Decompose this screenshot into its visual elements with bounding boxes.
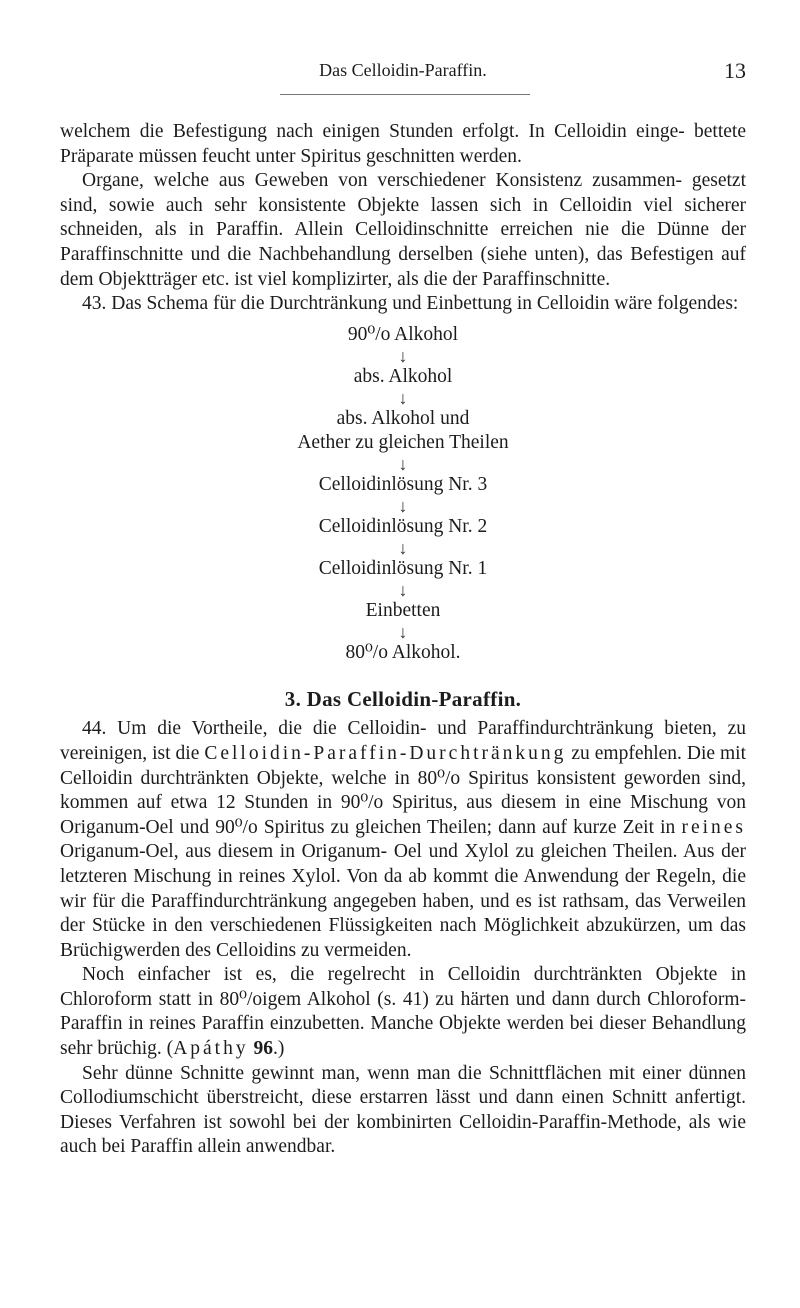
text-run: .) — [272, 1038, 285, 1060]
paragraph-44 — [60, 717, 746, 963]
author-name: Apáthy — [173, 1038, 249, 1060]
down-arrow-icon: ↓ — [398, 495, 408, 516]
text-run: zu empfehlen. Die mit Celloidin durchtränkten Objekte, welche in 80⁰/o Spiritus konsistent geworden sind, kommen auf etwa 12 Stunden in 90⁰/o Spiritus, aus diesem in eine Mischung von Origanum-Oel und 90⁰/o Spiritus zu gleichen Theilen; dann auf kurze Zeit in — [60, 742, 747, 838]
scheme-step: 80⁰/o Alkohol. — [345, 641, 461, 663]
text-run: 44. Um die Vortheile, die die Celloidin- und Paraffindurchtränkung bieten, zu vereinigen, ist die — [60, 718, 746, 764]
paragraph-organe: Organe, welche aus Geweben von verschiedener Konsistenz zusammen- gesetzt sind, sowie auch sehr konsistente Objekte lassen sich in Celloidin viel sicherer schneiden, als in Paraffin. Allein Celloidinschnitte erreichen nie die Dünne der Paraffinschnitte und die Nachbehandlung derselben (siehe unten), das Befestigen auf dem Objektträger etc. ist viel komplizirter, als die der Paraffinschnitte. — [60, 170, 746, 290]
emphasis-spaced: reines — [681, 816, 747, 838]
text-run: Noch einfacher ist es, die regelrecht in Celloidin durchtränkten Objekte in Chloroform statt in 80⁰/oigem Alkohol (s. 41) zu härten und dann durch Chloroform-Paraffin in reines Paraffin einzubetten. Manche Objekte werden bei dieser Behandlung sehr brüchig. ( — [60, 964, 746, 1060]
reference-number: 96 — [253, 1038, 273, 1060]
down-arrow-icon: ↓ — [398, 537, 408, 558]
scheme-step: Einbetten — [365, 599, 441, 621]
running-head: Das Celloidin-Paraffin. — [319, 60, 487, 80]
text-run: Origanum-Oel, aus diesem in Origanum- Oel und Xylol zu gleichen Theilen. Aus der letzteren Mischung in reines Xylol. Von da ab kommt die Anwendung der Regeln, die wir für die Paraffindurchtränkung angegeben haben, und es ist rathsam, das Verweilen der Stücke in den verschiedenen Flüssigkeiten nach Möglichkeit abzukürzen, um das Brüchigwerden des Celloidins zu vermeiden. — [60, 841, 746, 961]
paragraph-thin-sections: Sehr dünne Schnitte gewinnt man, wenn man die Schnittflächen mit einer dünnen Collodiumschicht überstreicht, diese erstarren lässt und dann einen Schnitt anfertigt. Dieses Verfahren ist sowohl bei der kombinirten Celloidin-Paraffin-Methode, als wie auch bei Paraffin allein anwendbar. — [60, 1062, 746, 1158]
down-arrow-icon: ↓ — [398, 345, 408, 366]
paragraph-chloroform — [60, 963, 746, 1061]
down-arrow-icon: ↓ — [398, 579, 408, 600]
scheme-step: Celloidinlösung Nr. 1 — [318, 557, 488, 579]
page-header — [60, 60, 746, 100]
page-number: 13 — [724, 58, 746, 83]
header-rule — [280, 94, 530, 95]
down-arrow-icon: ↓ — [398, 387, 408, 408]
down-arrow-icon: ↓ — [398, 621, 408, 642]
scheme-step: Celloidinlösung Nr. 2 — [318, 515, 488, 537]
scheme-step: 90⁰/o Alkohol — [347, 323, 459, 345]
paragraph-43: 43. Das Schema für die Durchtränkung und Einbettung in Celloidin wäre folgendes: — [82, 293, 739, 315]
section-title: 3. Das Celloidin-Paraffin. — [284, 686, 522, 711]
emphasis-spaced: Celloidin-Paraffin-Durchtränkung — [204, 742, 567, 764]
scheme-step: Aether zu gleichen Theilen — [297, 431, 509, 453]
scheme-step: Celloidinlösung Nr. 3 — [318, 473, 488, 495]
paragraph-continuation: welchem die Befestigung nach einigen Stunden erfolgt. In Celloidin einge- bettete Präparate müssen feucht unter Spiritus geschnitten werden. — [60, 121, 746, 167]
embedding-scheme — [60, 323, 746, 665]
scheme-step: abs. Alkohol und — [336, 407, 470, 429]
page-body — [60, 120, 746, 1160]
down-arrow-icon: ↓ — [398, 453, 408, 474]
scheme-step: abs. Alkohol — [353, 365, 453, 387]
